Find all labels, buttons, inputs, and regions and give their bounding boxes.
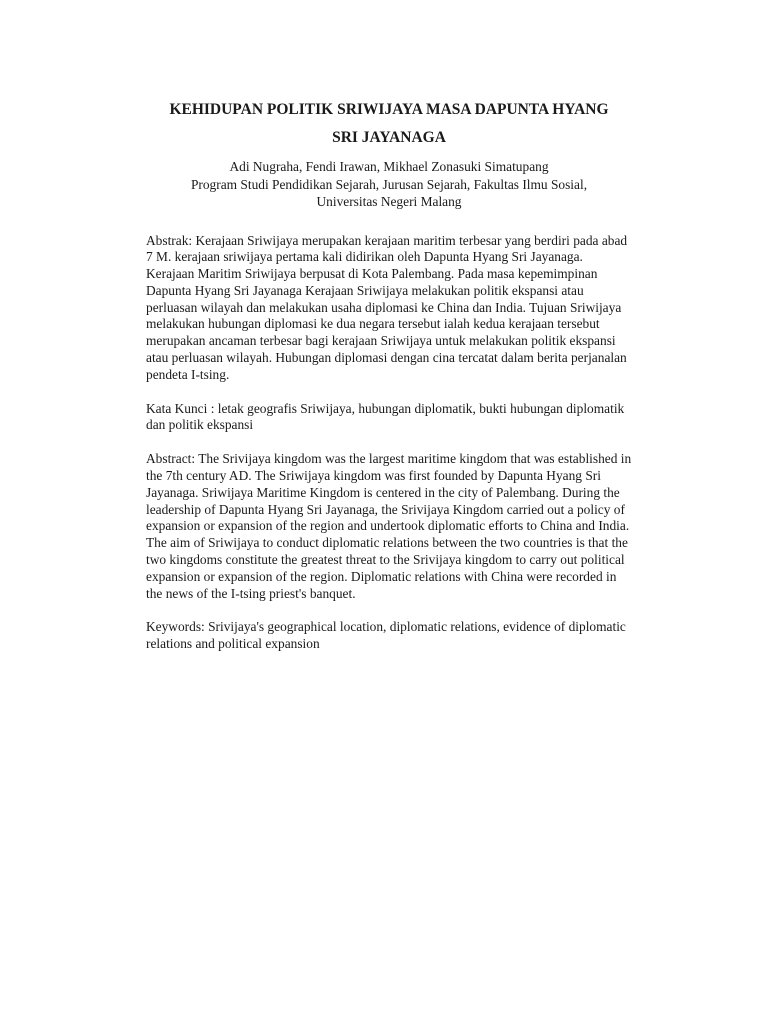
author-block (146, 158, 632, 211)
affiliation-line-1: Program Studi Pendidikan Sejarah, Jurusan Sejarah, Fakultas Ilmu Sosial, (190, 176, 588, 192)
keywords-paragraph: Keywords: Srivijaya's geographical location, diplomatic relations, evidence of diplomatic relations and political expansion (146, 619, 626, 652)
abstract-paragraph: Abstract: The Srivijaya kingdom was the largest maritime kingdom that was established in the 7th century AD. The Sriwijaya kingdom was first founded by Dapunta Hyang Sri Jayanaga. Sriwijaya Maritime Kingdom is centered in the city of Palembang. During the leadership of Dapunta Hyang Sri Jayanaga, the Srivijaya Kingdom carried out a policy of expansion or expansion of the region and undertook diplomatic efforts to China and India. The aim of Sriwijaya to conduct diplomatic relations between the two countries is that the two kingdoms constitute the greatest threat to the Srivijaya kingdom to carry out political expansion or expansion of the region. Diplomatic relations with China were recorded in the news of the I-tsing priest's banquet. (146, 451, 632, 601)
author-names: Adi Nugraha, Fendi Irawan, Mikhael Zonasuki Simatupang (229, 159, 549, 174)
affiliation-line-2: Universitas Negeri Malang (316, 194, 462, 209)
paper-title-line-1: KEHIDUPAN POLITIK SRIWIJAYA MASA DAPUNTA HYANG (169, 101, 609, 118)
kata-kunci-paragraph: Kata Kunci : letak geografis Sriwijaya, hubungan diplomatik, bukti hubungan diplomatik dan politik ekspansi (146, 400, 625, 433)
abstrak-paragraph: Abstrak: Kerajaan Sriwijaya merupakan kerajaan maritim terbesar yang berdiri pada abad 7 M. kerajaan sriwijaya pertama kali didirikan oleh Dapunta Hyang Sri Jayanaga. Kerajaan Maritim Sriwijaya berpusat di Kota Palembang. Pada masa kepemimpinan Dapunta Hyang Sri Jayanaga Kerajaan Sriwijaya melakukan politik ekspansi atau perluasan wilayah dan melakukan usaha diplomasi ke China dan India. Tujuan Sriwijaya melakukan hubungan diplomasi ke dua negara tersebut ialah kedua kerajaan tersebut merupakan ancaman terbesar bagi kerajaan Sriwijaya untuk melakukan politik ekspansi atau perluasan wilayah. Hubungan diplomasi dengan cina tercatat dalam berita perjanalan pendeta I-tsing. (146, 232, 628, 382)
paper-page (146, 96, 632, 653)
paper-title (146, 96, 632, 152)
paper-title-line-2: SRI JAYANAGA (332, 129, 446, 146)
